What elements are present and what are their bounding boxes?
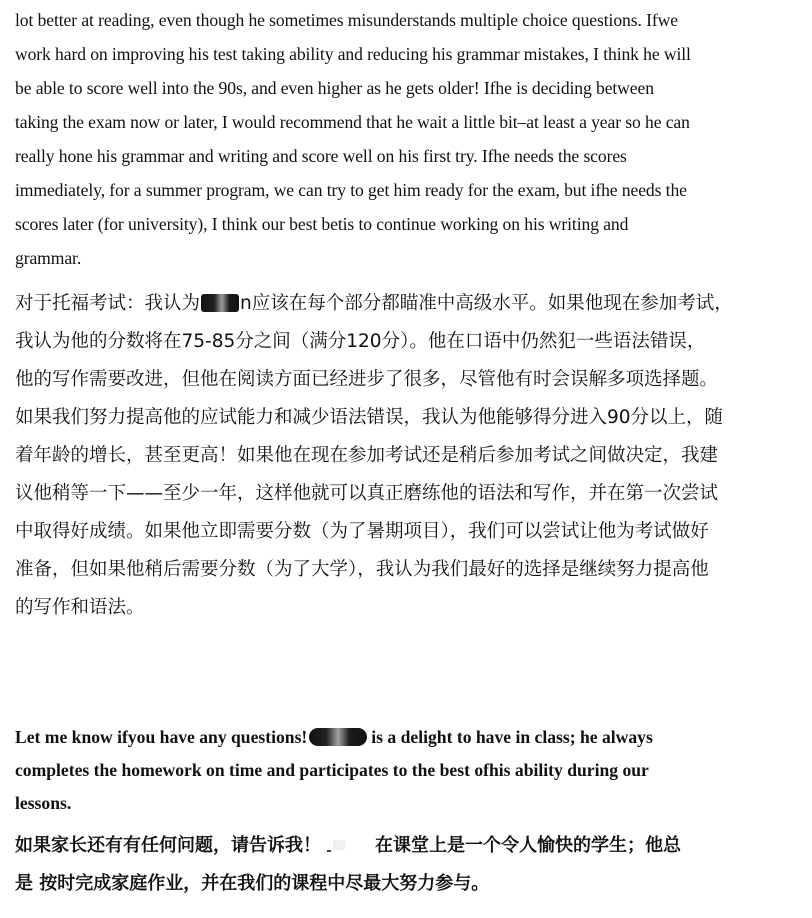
- redacted-name: [325, 836, 371, 854]
- text-segment: is a delight to have in class; he always: [371, 727, 653, 747]
- text-line: completes the homework on time and participates to the best ofhis ability during our: [15, 760, 649, 780]
- text-line: 是 按时完成家庭作业，并在我们的课程中尽最大努力参与。: [15, 873, 490, 894]
- closing-english-paragraph: [15, 721, 805, 820]
- redacted-name: [201, 294, 239, 312]
- text-line: lot better at reading, even though he sometimes misunderstands multiple choice questions. Ifwe: [15, 10, 678, 30]
- text-line: 他的写作需要改进，但他在阅读方面已经进步了很多，尽管他有时会误解多项选择题。: [15, 369, 719, 390]
- text-line: [15, 827, 805, 865]
- text-line: 我认为他的分数将在75-85分之间（满分120分）。他在口语中仍然犯一些语法错误，: [15, 331, 706, 352]
- text-line: [15, 285, 805, 323]
- text-line: 如果我们努力提高他的应试能力和减少语法错误，我认为他能够得分进入90分以上，随: [15, 407, 724, 428]
- chinese-feedback-paragraph: [15, 285, 805, 627]
- text-line: really hone his grammar and writing and score well on his first try. Ifhe needs the scores: [15, 146, 627, 166]
- closing-chinese-paragraph: [15, 827, 805, 903]
- redacted-name: [309, 728, 367, 746]
- text-segment: 如果家长还有有任何问题，请告诉我！: [15, 835, 321, 856]
- text-line: be able to score well into the 90s, and even higher as he gets older! Ifhe is deciding between: [15, 78, 654, 98]
- text-segment: n应该在每个部分都瞄准中高级水平。如果他现在参加考试，: [240, 293, 733, 314]
- text-line: 的写作和语法。: [15, 597, 145, 618]
- text-line: taking the exam now or later, I would recommend that he wait a little bit–at least a year so he can: [15, 112, 690, 132]
- text-line: grammar.: [15, 248, 82, 268]
- text-segment: 对于托福考试：我认为: [15, 293, 201, 314]
- text-line: 准备，但如果他稍后需要分数（为了大学），我认为我们最好的选择是继续努力提高他: [15, 559, 709, 580]
- text-line: 着年龄的增长，甚至更高！如果他在现在参加考试还是稍后参加考试之间做决定，我建: [15, 445, 719, 466]
- text-line: 中取得好成绩。如果他立即需要分数（为了暑期项目），我们可以尝试让他为考试做好: [15, 521, 709, 542]
- text-segment: 在课堂上是一个令人愉快的学生；他总: [375, 835, 681, 856]
- text-line: 议他稍等一下——至少一年，这样他就可以真正磨练他的语法和写作，并在第一次尝试: [15, 483, 719, 504]
- text-line: work hard on improving his test taking ability and reducing his grammar mistakes, I think he will: [15, 44, 691, 64]
- text-line: immediately, for a summer program, we can try to get him ready for the exam, but ifhe needs the: [15, 180, 687, 200]
- text-line: [15, 721, 805, 754]
- text-line: scores later (for university), I think our best betis to continue working on his writing and: [15, 214, 629, 234]
- text-line: lessons.: [15, 793, 72, 813]
- text-segment: Let me know ifyou have any questions!: [15, 727, 308, 747]
- english-feedback-paragraph: [15, 3, 805, 275]
